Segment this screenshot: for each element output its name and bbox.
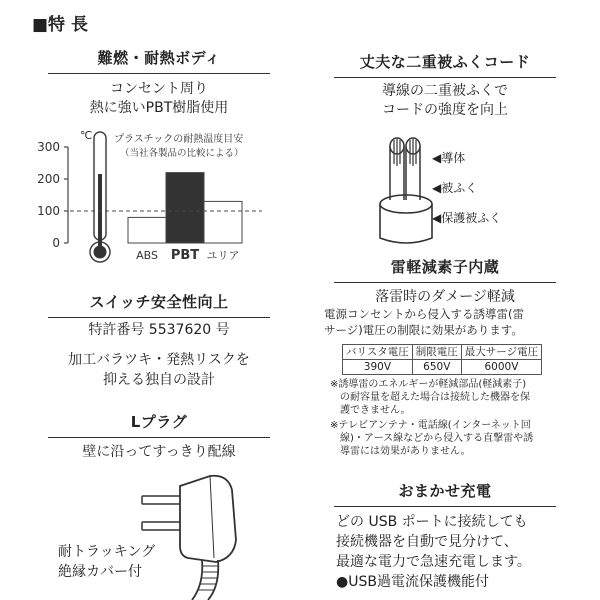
cord-label-conductor: ◀導体 (432, 151, 466, 165)
cord-label-sheath: ◀保護被ふく (432, 211, 502, 225)
table-header-cell: 制限電圧 (412, 345, 461, 360)
surge-note2a: ※テレビアンテナ・電話線(インターネット回 (330, 420, 531, 431)
x-tick-label: ユリア (206, 249, 240, 262)
usb-line1: どの USB ポートに接続しても (336, 514, 528, 530)
bar-PBT (166, 173, 204, 243)
cord-label-insulation: ◀被ふく (432, 181, 478, 195)
heat-resistance-chart (30, 122, 275, 267)
flame-line1: コンセント周り (110, 81, 208, 97)
surge-note2c: 導雷には効果がありません。 (340, 446, 471, 457)
cord-cross-section-illustration (376, 134, 436, 244)
chart-unit: ℃ (80, 129, 93, 142)
usb-line2: 接続機器を自動で見分けて、 (336, 534, 518, 550)
flame-section-title: 難燃・耐熱ボディ (97, 49, 221, 67)
surge-note1b: の耐容量を超えた場合は接続した機器を保 (340, 392, 530, 403)
lplug-section-title: Lプラグ (130, 413, 188, 431)
surge-note1c: 護できません。 (340, 405, 411, 416)
surge-section-rule (334, 282, 556, 283)
usb-line4: ●USB過電流保護機能付 (336, 574, 489, 590)
usb-section-rule (334, 506, 556, 507)
y-tick-label: 300 (37, 140, 60, 154)
page-title: ■特 長 (32, 15, 88, 35)
usb-line3: 最適な電力で急速充電します。 (336, 554, 531, 570)
usb-section-title: おまかせ充電 (398, 482, 492, 500)
flame-section-rule (48, 73, 270, 74)
table-row (343, 345, 542, 360)
thermometer-level (98, 174, 102, 250)
bar-ABS (128, 217, 166, 243)
safety-section-title: スイッチ安全性向上 (89, 293, 229, 311)
table-row (343, 360, 542, 375)
safety-line1: 加工バラツキ・発熱リスクを (68, 352, 250, 368)
lplug-label1: 耐トラッキング (58, 544, 156, 560)
surge-sub: 落雷時のダメージ軽減 (375, 289, 515, 305)
cord-section-rule (334, 77, 556, 78)
table-cell: 6000V (461, 360, 541, 375)
table-header-cell: 最大サージ電圧 (461, 345, 541, 360)
bar-ユリア (204, 201, 242, 243)
lplug-label2: 絶縁カバー付 (58, 564, 142, 580)
l-plug-illustration (140, 466, 260, 600)
lplug-section-rule (48, 437, 270, 438)
chart-note2: （当社各製品の比較による） (120, 148, 244, 159)
surge-desc1: 電源コンセントから侵入する誘導雷(雷 (324, 307, 524, 321)
cord-line1: 導線の二重被ふくで (382, 83, 508, 99)
flame-line2: 熱に強いPBT樹脂使用 (89, 100, 229, 116)
table-cell: 390V (343, 360, 413, 375)
surge-spec-table (342, 344, 542, 375)
cord-section-title: 丈夫な二重被ふくコード (359, 53, 531, 71)
surge-note1a: ※誘導雷のエネルギーが軽減部品(軽減素子) (330, 379, 527, 390)
y-tick-label: 0 (52, 236, 60, 250)
surge-section-title: 雷軽減素子内蔵 (390, 258, 500, 276)
table-cell: 650V (412, 360, 461, 375)
surge-note2b: 線)・アース線などから侵入する直撃雷や誘 (340, 433, 534, 444)
x-tick-label: ABS (136, 249, 158, 262)
chart-note1: プラスチックの耐熱温度目安 (114, 134, 244, 145)
safety-section-rule (48, 317, 270, 318)
cord-line2: コードの強度を向上 (382, 102, 508, 118)
y-tick-label: 200 (37, 172, 60, 186)
lplug-desc: 壁に沿ってすっきり配線 (82, 444, 236, 460)
y-tick-label: 100 (37, 204, 60, 218)
x-tick-label: PBT (170, 248, 200, 263)
safety-patent: 特許番号 5537620 号 (88, 322, 230, 338)
safety-line2: 抑える独自の設計 (103, 372, 215, 388)
table-header-cell: バリスタ電圧 (343, 345, 413, 360)
surge-desc2: サージ)電圧の制限に効果があります。 (324, 323, 523, 337)
